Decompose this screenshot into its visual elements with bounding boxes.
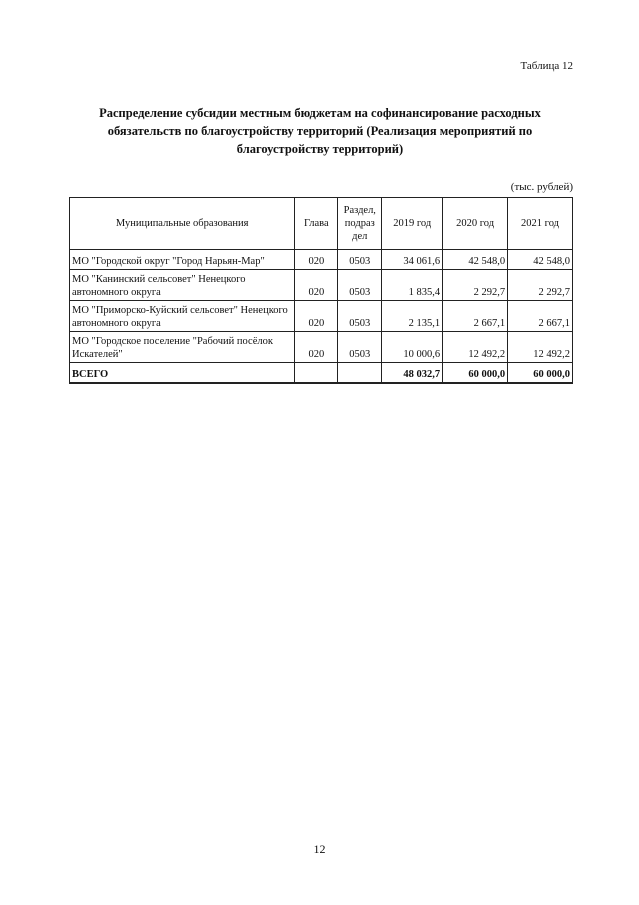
title-line-2: обязательств по благоустройству территорий (Реализация мероприятий по: [107, 124, 533, 138]
total-chapter-empty: [295, 363, 338, 384]
total-2021: 60 000,0: [508, 363, 573, 384]
cell-section: 0503: [338, 301, 382, 332]
cell-2020: 2 667,1: [443, 301, 508, 332]
table-row: [70, 301, 573, 332]
total-section-empty: [338, 363, 382, 384]
header-municipality: Муниципальные образования: [70, 198, 295, 250]
total-2019: 48 032,7: [382, 363, 443, 384]
cell-2020: 12 492,2: [443, 332, 508, 363]
cell-2021: 2 292,7: [508, 270, 573, 301]
cell-chapter: 020: [295, 332, 338, 363]
header-2021: 2021 год: [508, 198, 573, 250]
total-2020: 60 000,0: [443, 363, 508, 384]
cell-section: 0503: [338, 332, 382, 363]
table-header-row: [70, 198, 573, 250]
cell-municipality: МО "Канинский сельсовет" Ненецкого автономного округа: [70, 270, 295, 301]
title-line-3: благоустройству территорий): [236, 142, 404, 156]
cell-2019: 34 061,6: [382, 250, 443, 270]
cell-municipality: МО "Приморско-Куйский сельсовет" Ненецкого автономного округа: [70, 301, 295, 332]
cell-municipality: МО "Городское поселение "Рабочий посёлок Искателей": [70, 332, 295, 363]
table-row: [70, 332, 573, 363]
cell-2020: 2 292,7: [443, 270, 508, 301]
header-chapter: Глава: [295, 198, 338, 250]
title-line-1: Распределение субсидии местным бюджетам на софинансирование расходных: [99, 106, 541, 120]
table-number-label: Таблица 12: [520, 60, 573, 72]
cell-2019: 2 135,1: [382, 301, 443, 332]
page-number: 12: [313, 842, 326, 856]
cell-section: 0503: [338, 250, 382, 270]
table-row: [70, 250, 573, 270]
cell-2020: 42 548,0: [443, 250, 508, 270]
cell-2021: 12 492,2: [508, 332, 573, 363]
units-label: (тыс. рублей): [510, 181, 573, 193]
header-section-line-2: подраз: [344, 218, 375, 229]
cell-2019: 1 835,4: [382, 270, 443, 301]
header-2020: 2020 год: [443, 198, 508, 250]
table-row: [70, 270, 573, 301]
cell-municipality: МО "Городской округ "Город Нарьян-Мар": [70, 250, 295, 270]
cell-2021: 42 548,0: [508, 250, 573, 270]
header-section-line-3: дел: [352, 231, 368, 242]
header-section: [338, 198, 382, 250]
cell-section: 0503: [338, 270, 382, 301]
cell-2019: 10 000,6: [382, 332, 443, 363]
document-title: [70, 104, 570, 158]
total-label: ВСЕГО: [70, 363, 295, 384]
cell-chapter: 020: [295, 250, 338, 270]
cell-chapter: 020: [295, 270, 338, 301]
total-row: [70, 363, 573, 384]
header-2019: 2019 год: [382, 198, 443, 250]
cell-2021: 2 667,1: [508, 301, 573, 332]
cell-chapter: 020: [295, 301, 338, 332]
header-section-line-1: Раздел,: [343, 205, 376, 216]
subsidy-table: [69, 197, 573, 384]
